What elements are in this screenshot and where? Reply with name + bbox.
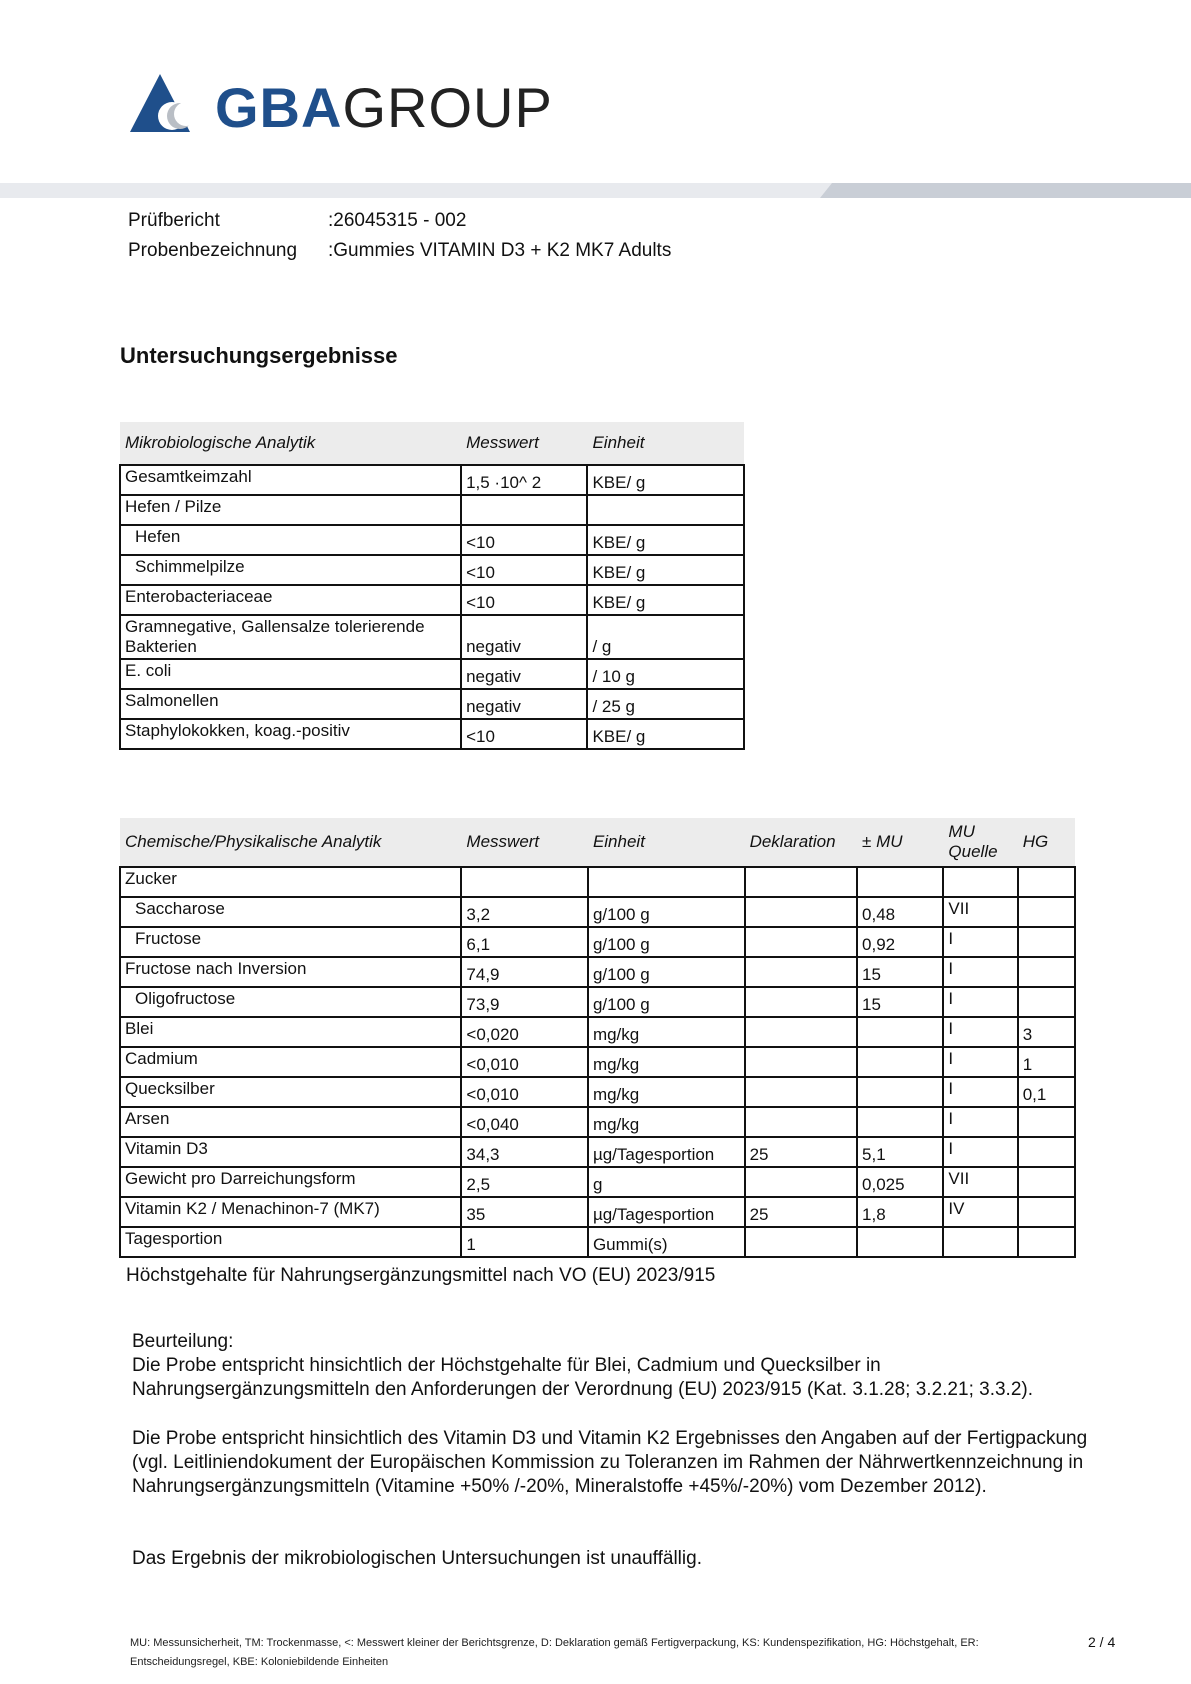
chem-cell-hg: [1018, 1227, 1075, 1257]
meta-value: :Gummies VITAMIN D3 + K2 MK7 Adults: [328, 240, 672, 261]
chem-cell-src: VII: [943, 897, 1017, 927]
chem-cell-name: Oligofructose: [120, 987, 461, 1017]
micro-cell-unit: / g: [587, 615, 744, 659]
chem-row: [120, 957, 1075, 987]
micro-row: [120, 689, 744, 719]
micro-cell-unit: KBE/ g: [587, 465, 744, 495]
chem-cell-src: I: [943, 1017, 1017, 1047]
chem-cell-hg: [1018, 1107, 1075, 1137]
assessment-paragraph: Die Probe entspricht hinsichtlich des Vitamin D3 und Vitamin K2 Ergebnisses den Angaben auf der Fertigpackung (vgl. Leitliniendokument der Europäischen Kommission zu Toleranzen im Rahmen der Nährwertkennzeichnung in Nahrungsergänzungsmitteln (Vitamine +50% /-20%, Mineralstoffe +45%/-20%) vom Dezember 2012).: [132, 1428, 1088, 1497]
chem-cell-name: Fructose: [120, 927, 461, 957]
chem-cell-value: 2,5: [461, 1167, 588, 1197]
chem-cell-dekl: [745, 1107, 857, 1137]
logo-text-bold: GBA: [215, 76, 343, 139]
chem-row: [120, 867, 1075, 897]
chem-cell-dekl: [745, 957, 857, 987]
section-title: Untersuchungsergebnisse: [120, 343, 398, 368]
chem-cell-unit: µg/Tagesportion: [588, 1137, 745, 1167]
chem-cell-src: I: [943, 1137, 1017, 1167]
chem-cell-hg: [1018, 987, 1075, 1017]
chem-cell-mu: [857, 1227, 943, 1257]
chem-cell-name: Saccharose: [120, 897, 461, 927]
chem-cell-mu: 15: [857, 957, 943, 987]
chem-cell-value: <0,010: [461, 1047, 588, 1077]
micro-cell-value: <10: [461, 585, 587, 615]
chem-cell-dekl: [745, 927, 857, 957]
chem-cell-name: Quecksilber: [120, 1077, 461, 1107]
micro-cell-unit: / 10 g: [587, 659, 744, 689]
chem-cell-name: Fructose nach Inversion: [120, 957, 461, 987]
micro-cell-name: Hefen / Pilze: [120, 495, 461, 525]
chem-header-cell: MU Quelle: [943, 818, 1017, 867]
chem-table: [119, 818, 1076, 1258]
meta-key: Probenbezeichnung: [128, 240, 298, 261]
chem-cell-value: 73,9: [461, 987, 588, 1017]
chem-cell-dekl: 25: [745, 1197, 857, 1227]
chem-cell-src: I: [943, 957, 1017, 987]
chem-cell-name: Gewicht pro Darreichungsform: [120, 1167, 461, 1197]
chem-cell-unit: Gummi(s): [588, 1227, 745, 1257]
chem-row: [120, 1227, 1075, 1257]
logo-triangle-icon: [130, 74, 205, 136]
chem-cell-value: <0,010: [461, 1077, 588, 1107]
chem-cell-dekl: [745, 987, 857, 1017]
chem-cell-value: 6,1: [461, 927, 588, 957]
micro-cell-value: <10: [461, 555, 587, 585]
chem-cell-mu: [857, 1107, 943, 1137]
chem-cell-mu: 0,92: [857, 927, 943, 957]
chem-cell-dekl: [745, 1047, 857, 1077]
footer-legend: MU: Messunsicherheit, TM: Trockenmasse, <: Messwert kleiner der Berichtsgrenze, D: Deklaration gemäß Fertigverpackung, KS: Kundenspezifikation, HG: Höchstgehalt, ER: Entscheidungsregel, KBE: Koloniebildende Einheiten: [130, 1637, 979, 1668]
micro-cell-name: Schimmelpilze: [120, 555, 461, 585]
micro-row: [120, 495, 744, 525]
chem-cell-name: Tagesportion: [120, 1227, 461, 1257]
assessment-paragraph: Die Probe entspricht hinsichtlich der Höchstgehalte für Blei, Cadmium und Quecksilber in Nahrungsergänzungsmitteln den Anforderungen der Verordnung (EU) 2023/915 (Kat. 3.1.28; 3.2.21; 3.3.2).: [132, 1355, 1033, 1400]
chem-cell-hg: 3: [1018, 1017, 1075, 1047]
micro-header-cell: Messwert: [461, 422, 587, 465]
micro-cell-value: negativ: [461, 659, 587, 689]
chem-cell-mu: [857, 867, 943, 897]
assessment-block: [132, 1330, 1092, 1402]
chem-cell-dekl: [745, 1077, 857, 1107]
chem-cell-name: Arsen: [120, 1107, 461, 1137]
chem-cell-mu: 0,025: [857, 1167, 943, 1197]
chem-cell-value: <0,040: [461, 1107, 588, 1137]
chem-cell-src: I: [943, 1107, 1017, 1137]
chem-cell-hg: [1018, 927, 1075, 957]
micro-cell-value: negativ: [461, 689, 587, 719]
chem-cell-src: I: [943, 927, 1017, 957]
micro-cell-value: negativ: [461, 615, 587, 659]
chem-cell-src: [943, 1227, 1017, 1257]
micro-row: [120, 615, 744, 659]
micro-cell-unit: / 25 g: [587, 689, 744, 719]
chem-row: [120, 987, 1075, 1017]
micro-header-row: [120, 422, 744, 465]
chem-cell-value: 34,3: [461, 1137, 588, 1167]
chem-cell-value: <0,020: [461, 1017, 588, 1047]
chem-cell-mu: 15: [857, 987, 943, 1017]
logo-wordmark: [215, 76, 553, 140]
chem-cell-unit: mg/kg: [588, 1077, 745, 1107]
chem-cell-value: 35: [461, 1197, 588, 1227]
micro-cell-value: 1,5 ·10^ 2: [461, 465, 587, 495]
micro-cell-value: <10: [461, 719, 587, 749]
chem-cell-src: I: [943, 987, 1017, 1017]
chem-cell-src: [943, 867, 1017, 897]
chem-cell-dekl: [745, 897, 857, 927]
chem-cell-src: VII: [943, 1167, 1017, 1197]
micro-cell-unit: KBE/ g: [587, 525, 744, 555]
chem-cell-unit: mg/kg: [588, 1017, 745, 1047]
chem-header-cell: ± MU: [857, 818, 943, 867]
chem-row: [120, 1047, 1075, 1077]
chem-cell-src: I: [943, 1047, 1017, 1077]
chem-row: [120, 927, 1075, 957]
chem-cell-value: 74,9: [461, 957, 588, 987]
chem-cell-unit: g/100 g: [588, 957, 745, 987]
gba-logo: [130, 74, 560, 144]
chem-cell-name: Blei: [120, 1017, 461, 1047]
chem-cell-unit: g/100 g: [588, 897, 745, 927]
chem-cell-hg: [1018, 1137, 1075, 1167]
micro-cell-name: Gesamtkeimzahl: [120, 465, 461, 495]
chem-note: Höchstgehalte für Nahrungsergänzungsmittel nach VO (EU) 2023/915: [126, 1265, 716, 1286]
chem-cell-hg: [1018, 897, 1075, 927]
chem-cell-unit: mg/kg: [588, 1047, 745, 1077]
chem-cell-hg: [1018, 867, 1075, 897]
micro-table: [119, 422, 745, 750]
chem-header-cell: Chemische/Physikalische Analytik: [120, 818, 461, 867]
chem-cell-mu: 5,1: [857, 1137, 943, 1167]
chem-cell-unit: g/100 g: [588, 927, 745, 957]
chem-cell-hg: 0,1: [1018, 1077, 1075, 1107]
micro-cell-unit: KBE/ g: [587, 719, 744, 749]
micro-row: [120, 719, 744, 749]
chem-cell-hg: [1018, 957, 1075, 987]
meta-value: :26045315 - 002: [328, 210, 467, 231]
micro-row: [120, 555, 744, 585]
chem-cell-name: Vitamin D3: [120, 1137, 461, 1167]
chem-cell-unit: g: [588, 1167, 745, 1197]
chem-cell-hg: 1: [1018, 1047, 1075, 1077]
micro-cell-unit: [587, 495, 744, 525]
micro-row: [120, 465, 744, 495]
micro-cell-name: Gramnegative, Gallensalze tolerierende Bakterien: [120, 615, 461, 659]
chem-cell-mu: 0,48: [857, 897, 943, 927]
micro-cell-name: Enterobacteriaceae: [120, 585, 461, 615]
logo-text-light: GROUP: [342, 76, 553, 139]
chem-cell-dekl: [745, 1227, 857, 1257]
chem-cell-mu: [857, 1077, 943, 1107]
micro-header-cell: Einheit: [587, 422, 744, 465]
chem-row: [120, 1107, 1075, 1137]
chem-cell-dekl: [745, 1017, 857, 1047]
page-number: 2 / 4: [1088, 1634, 1116, 1650]
chem-header-cell: HG: [1018, 818, 1075, 867]
micro-cell-unit: KBE/ g: [587, 555, 744, 585]
chem-cell-value: [461, 867, 588, 897]
chem-row: [120, 1077, 1075, 1107]
chem-header-cell: Deklaration: [745, 818, 857, 867]
chem-cell-unit: mg/kg: [588, 1107, 745, 1137]
micro-cell-name: E. coli: [120, 659, 461, 689]
micro-cell-value: <10: [461, 525, 587, 555]
chem-cell-unit: g/100 g: [588, 987, 745, 1017]
chem-cell-mu: [857, 1017, 943, 1047]
chem-cell-src: I: [943, 1077, 1017, 1107]
chem-cell-src: IV: [943, 1197, 1017, 1227]
chem-cell-mu: 1,8: [857, 1197, 943, 1227]
chem-cell-name: Vitamin K2 / Menachinon-7 (MK7): [120, 1197, 461, 1227]
micro-header-cell: Mikrobiologische Analytik: [120, 422, 461, 465]
chem-header-cell: Einheit: [588, 818, 745, 867]
micro-row: [120, 659, 744, 689]
chem-cell-mu: [857, 1047, 943, 1077]
chem-row: [120, 897, 1075, 927]
chem-cell-value: 3,2: [461, 897, 588, 927]
meta-key: Prüfbericht: [128, 210, 220, 231]
chem-cell-name: Zucker: [120, 867, 461, 897]
chem-row: [120, 1167, 1075, 1197]
chem-cell-unit: µg/Tagesportion: [588, 1197, 745, 1227]
micro-cell-unit: KBE/ g: [587, 585, 744, 615]
chem-row: [120, 1137, 1075, 1167]
micro-row: [120, 585, 744, 615]
chem-header-row: [120, 818, 1075, 867]
chem-cell-name: Cadmium: [120, 1047, 461, 1077]
micro-row: [120, 525, 744, 555]
chem-cell-hg: [1018, 1167, 1075, 1197]
chem-cell-value: 1: [461, 1227, 588, 1257]
micro-cell-value: [461, 495, 587, 525]
chem-cell-dekl: [745, 867, 857, 897]
chem-cell-unit: [588, 867, 745, 897]
chem-cell-dekl: [745, 1167, 857, 1197]
chem-cell-dekl: 25: [745, 1137, 857, 1167]
micro-cell-name: Salmonellen: [120, 689, 461, 719]
chem-row: [120, 1017, 1075, 1047]
assessment-title: Beurteilung:: [132, 1331, 234, 1352]
header-band-accent: [820, 183, 1191, 198]
chem-cell-hg: [1018, 1197, 1075, 1227]
assessment-paragraph: Das Ergebnis der mikrobiologischen Untersuchungen ist unauffällig.: [132, 1548, 702, 1569]
chem-row: [120, 1197, 1075, 1227]
micro-cell-name: Staphylokokken, koag.-positiv: [120, 719, 461, 749]
chem-header-cell: Messwert: [461, 818, 588, 867]
micro-cell-name: Hefen: [120, 525, 461, 555]
